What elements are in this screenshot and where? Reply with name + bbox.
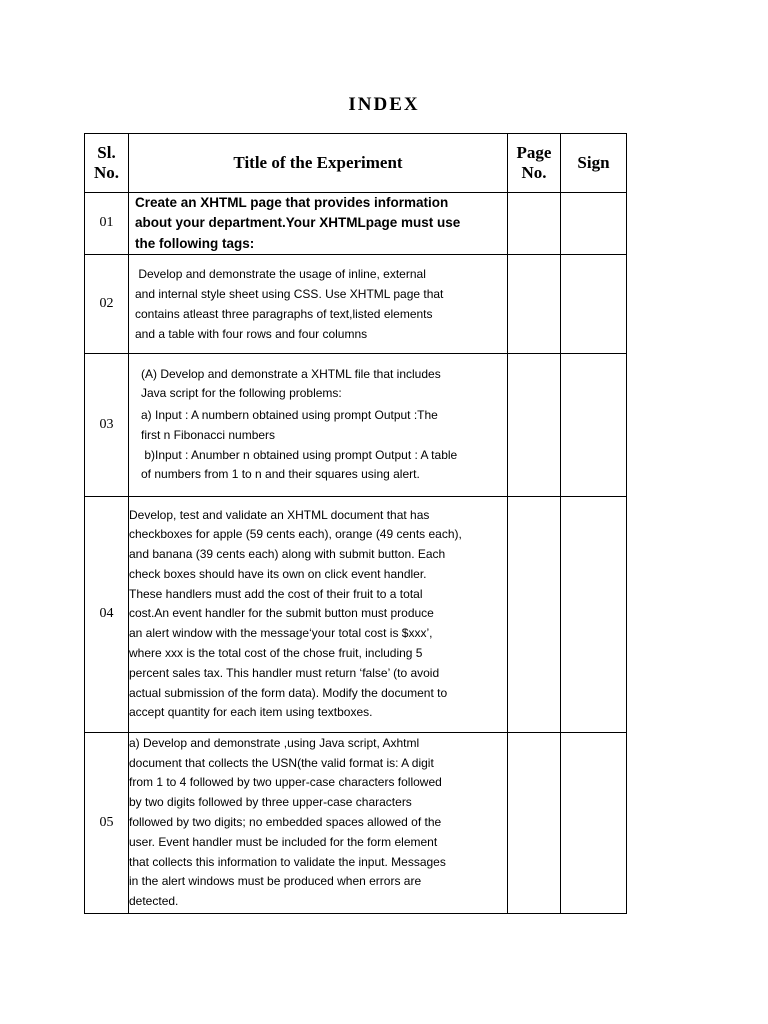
table-header-row [85, 134, 627, 193]
text-line: and a table with four rows and four columns [135, 326, 368, 341]
text-line: b)Input : Anumber n obtained using prompt Output : A table [141, 447, 458, 462]
row-sign [561, 732, 627, 913]
text-line: from 1 to 4 followed by two upper-case characters followed [129, 775, 442, 790]
row-sign [561, 496, 627, 732]
header-page-no-label: Page No. [516, 143, 552, 182]
text-line: Java script for the following problems: [141, 386, 342, 401]
text-line: document that collects the USN(the valid format is: A digit [129, 755, 434, 770]
row-page-no [508, 732, 561, 913]
header-sl-no [85, 134, 129, 193]
row-title [129, 193, 508, 255]
text-line: by two digits followed by three upper-case characters [129, 795, 412, 810]
table-row [85, 353, 627, 496]
header-sl-no-label: Sl. No. [93, 143, 120, 182]
text-line: a) Develop and demonstrate ,using Java script, Axhtml [129, 735, 420, 750]
table-row [85, 254, 627, 353]
row-title [129, 732, 508, 913]
text-line: (A) Develop and demonstrate a XHTML file that includes [141, 366, 441, 381]
table-row [85, 496, 627, 732]
text-line: and banana (39 cents each) along with submit button. Each [129, 547, 446, 562]
text-line: Develop and demonstrate the usage of inline, external [135, 267, 426, 282]
row-page-no [508, 254, 561, 353]
text-line: an alert window with the message‘your total cost is $xxx’, [129, 626, 433, 641]
page-title: INDEX [348, 94, 420, 115]
text-line: These handlers must add the cost of their fruit to a total [129, 586, 423, 601]
text-line: cost.An event handler for the submit button must produce [129, 606, 434, 621]
text-line: where xxx is the total cost of the chose fruit, including 5 [129, 646, 423, 661]
text-line: Create an XHTML page that provides information [135, 195, 449, 210]
text-line: accept quantity for each item using textboxes. [129, 705, 373, 720]
text-line: user. Event handler must be included for the form element [129, 834, 438, 849]
row-sign [561, 254, 627, 353]
header-page-no [508, 134, 561, 193]
row-title [129, 254, 508, 353]
header-sign: Sign [561, 134, 627, 193]
row-sign [561, 353, 627, 496]
row-title [129, 496, 508, 732]
text-line: checkboxes for apple (59 cents each), orange (49 cents each), [129, 527, 462, 542]
row-sl-no: 03 [85, 353, 129, 496]
header-title: Title of the Experiment [129, 134, 508, 193]
row-page-no [508, 353, 561, 496]
text-line: first n Fibonacci numbers [141, 427, 276, 442]
table-row [85, 732, 627, 913]
text-line: actual submission of the form data). Modify the document to [129, 685, 448, 700]
text-line: the following tags: [135, 235, 255, 251]
row-page-no [508, 496, 561, 732]
text-line: and internal style sheet using CSS. Use XHTML page that [135, 287, 444, 302]
text-line: check boxes should have its own on click event handler. [129, 566, 427, 581]
row-sl-no: 01 [85, 193, 129, 255]
row-page-no [508, 193, 561, 255]
text-line: detected. [129, 894, 179, 909]
row-title [129, 353, 508, 496]
row-sl-no: 04 [85, 496, 129, 732]
text-line: contains atleast three paragraphs of text,listed elements [135, 306, 433, 321]
row-sl-no: 02 [85, 254, 129, 353]
text-line: followed by two digits; no embedded spaces allowed of the [129, 814, 442, 829]
text-line: in the alert windows must be produced when errors are [129, 874, 422, 889]
table-row [85, 193, 627, 255]
row-sl-no: 05 [85, 732, 129, 913]
text-line: Develop, test and validate an XHTML document that has [129, 507, 430, 522]
text-line: that collects this information to validate the input. Messages [129, 854, 446, 869]
text-line: a) Input : A numbern obtained using prompt Output :The [141, 408, 438, 423]
index-table [84, 133, 627, 914]
text-line: about your department.Your XHTMLpage must use [135, 215, 461, 231]
text-line: percent sales tax. This handler must return ‘false’ (to avoid [129, 665, 440, 680]
text-line: of numbers from 1 to n and their squares using alert. [141, 467, 420, 482]
row-sign [561, 193, 627, 255]
